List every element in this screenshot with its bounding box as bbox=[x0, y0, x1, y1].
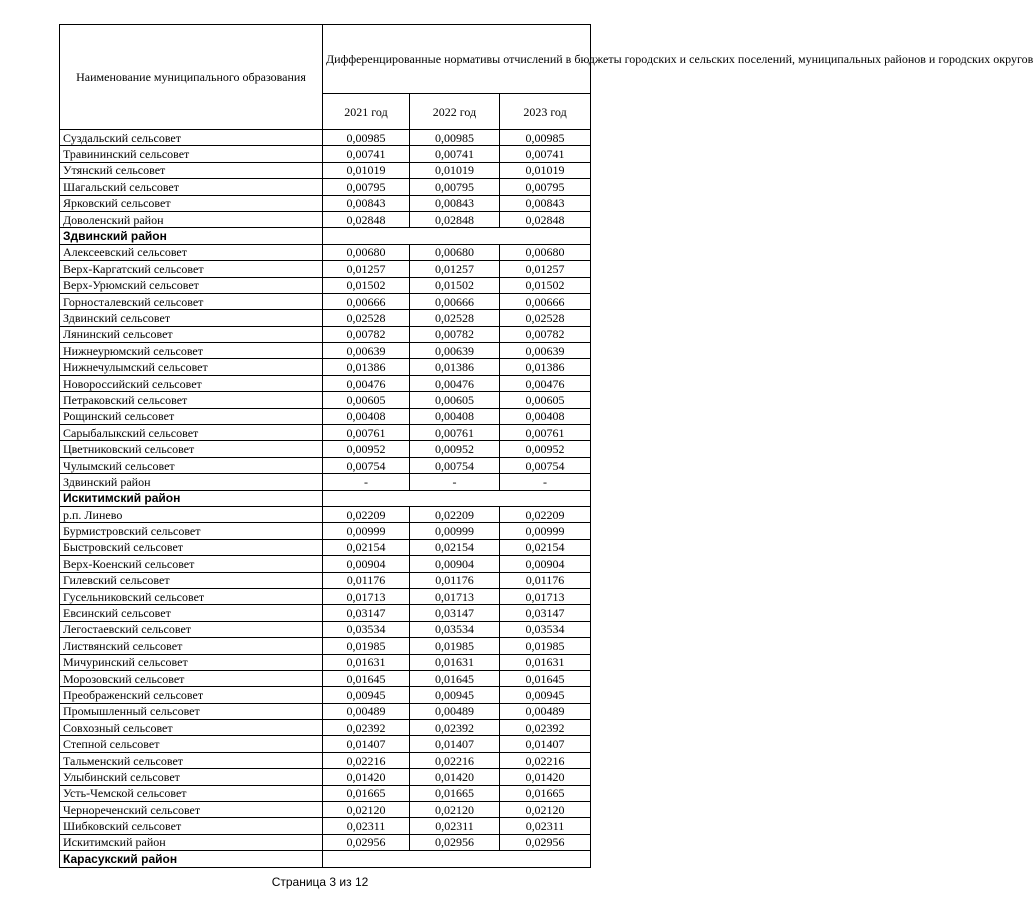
value-2021: 0,00639 bbox=[323, 343, 410, 359]
table-row bbox=[60, 523, 591, 539]
value-2023: 0,00761 bbox=[500, 425, 591, 441]
region-header-row bbox=[60, 490, 591, 506]
value-2022: 0,00843 bbox=[410, 195, 500, 211]
value-2021: 0,00476 bbox=[323, 375, 410, 391]
value-2023: 0,00754 bbox=[500, 457, 591, 473]
municipality-name: Цветниковский сельсовет bbox=[60, 441, 323, 457]
value-2023: 0,01985 bbox=[500, 638, 591, 654]
table-row bbox=[60, 670, 591, 686]
value-2022: 0,00639 bbox=[410, 343, 500, 359]
municipality-name: Лянинский сельсовет bbox=[60, 326, 323, 342]
value-2022: 0,02216 bbox=[410, 752, 500, 768]
region-header-row bbox=[60, 851, 591, 867]
value-2021: 0,00843 bbox=[323, 195, 410, 211]
value-2022: 0,00754 bbox=[410, 457, 500, 473]
value-2021: 0,03534 bbox=[323, 621, 410, 637]
value-2022: 0,00680 bbox=[410, 244, 500, 260]
municipality-name: Морозовский сельсовет bbox=[60, 670, 323, 686]
value-2023: 0,00489 bbox=[500, 703, 591, 719]
value-2021: 0,01713 bbox=[323, 588, 410, 604]
value-2022: 0,02154 bbox=[410, 539, 500, 555]
name-column-header: Наименование муниципального образования bbox=[60, 25, 323, 130]
value-2021: 0,01257 bbox=[323, 261, 410, 277]
value-2021: 0,00999 bbox=[323, 523, 410, 539]
value-2022: 0,02120 bbox=[410, 802, 500, 818]
value-2022: 0,00952 bbox=[410, 441, 500, 457]
table-row bbox=[60, 539, 591, 555]
municipality-name: Горносталевский сельсовет bbox=[60, 293, 323, 309]
value-2022: 0,02956 bbox=[410, 834, 500, 850]
value-2023: 0,02216 bbox=[500, 752, 591, 768]
table-row bbox=[60, 720, 591, 736]
municipality-name: Здвинский сельсовет bbox=[60, 310, 323, 326]
value-2022: 0,02848 bbox=[410, 211, 500, 227]
region-name: Здвинский район bbox=[60, 228, 323, 244]
value-2023: 0,00782 bbox=[500, 326, 591, 342]
value-2021: 0,01407 bbox=[323, 736, 410, 752]
value-2023: 0,00999 bbox=[500, 523, 591, 539]
value-2022: 0,00761 bbox=[410, 425, 500, 441]
value-2021: 0,02311 bbox=[323, 818, 410, 834]
value-2023: 0,00666 bbox=[500, 293, 591, 309]
value-2022: 0,00476 bbox=[410, 375, 500, 391]
table-row bbox=[60, 195, 591, 211]
municipality-name: Алексеевский сельсовет bbox=[60, 244, 323, 260]
value-2023: 0,00639 bbox=[500, 343, 591, 359]
value-2021: 0,00952 bbox=[323, 441, 410, 457]
municipality-name: Чернореченский сельсовет bbox=[60, 802, 323, 818]
value-2023: 0,02209 bbox=[500, 506, 591, 522]
municipality-name: Промышленный сельсовет bbox=[60, 703, 323, 719]
value-2021: 0,01645 bbox=[323, 670, 410, 686]
table-row bbox=[60, 457, 591, 473]
value-2022: 0,01386 bbox=[410, 359, 500, 375]
value-2022: 0,00489 bbox=[410, 703, 500, 719]
value-2023: 0,00904 bbox=[500, 556, 591, 572]
value-2023: 0,00476 bbox=[500, 375, 591, 391]
table-row bbox=[60, 506, 591, 522]
value-2022: 0,00408 bbox=[410, 408, 500, 424]
table-row bbox=[60, 359, 591, 375]
table-row bbox=[60, 687, 591, 703]
municipality-name: Улыбинский сельсовет bbox=[60, 769, 323, 785]
value-2023: 0,01713 bbox=[500, 588, 591, 604]
region-name: Искитимский район bbox=[60, 490, 323, 506]
value-2023: 0,02154 bbox=[500, 539, 591, 555]
table-row bbox=[60, 736, 591, 752]
municipality-name: Травининский сельсовет bbox=[60, 146, 323, 162]
value-2023: 0,01665 bbox=[500, 785, 591, 801]
value-2021: 0,00741 bbox=[323, 146, 410, 162]
municipality-name: Искитимский район bbox=[60, 834, 323, 850]
value-2023: 0,02528 bbox=[500, 310, 591, 326]
value-2023: 0,00843 bbox=[500, 195, 591, 211]
value-2023: 0,01407 bbox=[500, 736, 591, 752]
region-empty-cell bbox=[323, 490, 591, 506]
value-2021: 0,00754 bbox=[323, 457, 410, 473]
value-2023: 0,02120 bbox=[500, 802, 591, 818]
municipality-name: Степной сельсовет bbox=[60, 736, 323, 752]
municipality-name: Преображенский сельсовет bbox=[60, 687, 323, 703]
municipality-name: Здвинский район bbox=[60, 474, 323, 490]
value-2022: 0,01665 bbox=[410, 785, 500, 801]
table-row bbox=[60, 293, 591, 309]
municipality-name: Ярковский сельсовет bbox=[60, 195, 323, 211]
value-2021: 0,00666 bbox=[323, 293, 410, 309]
municipality-name: Легостаевский сельсовет bbox=[60, 621, 323, 637]
value-2023: 0,01631 bbox=[500, 654, 591, 670]
table-row bbox=[60, 277, 591, 293]
normatives-table bbox=[59, 24, 1033, 868]
municipality-name: Петраковский сельсовет bbox=[60, 392, 323, 408]
table-row bbox=[60, 802, 591, 818]
year-header-2023: 2023 год bbox=[500, 94, 591, 130]
value-2021: 0,02956 bbox=[323, 834, 410, 850]
value-2022: 0,00741 bbox=[410, 146, 500, 162]
value-2021: 0,02120 bbox=[323, 802, 410, 818]
value-2021: 0,02209 bbox=[323, 506, 410, 522]
value-2021: 0,00489 bbox=[323, 703, 410, 719]
value-2023: - bbox=[500, 474, 591, 490]
value-2022: 0,00605 bbox=[410, 392, 500, 408]
region-empty-cell bbox=[323, 228, 591, 244]
value-2022: 0,00999 bbox=[410, 523, 500, 539]
region-empty-cell bbox=[323, 851, 591, 867]
municipality-name: Гусельниковский сельсовет bbox=[60, 588, 323, 604]
municipality-name: Бурмистровский сельсовет bbox=[60, 523, 323, 539]
table-row bbox=[60, 654, 591, 670]
value-2021: 0,01420 bbox=[323, 769, 410, 785]
value-2023: 0,01257 bbox=[500, 261, 591, 277]
page-footer: Страница 3 из 12 bbox=[271, 875, 369, 889]
value-2023: 0,03147 bbox=[500, 605, 591, 621]
value-2021: 0,01019 bbox=[323, 162, 410, 178]
municipality-name: Верх-Урюмский сельсовет bbox=[60, 277, 323, 293]
value-2022: 0,02392 bbox=[410, 720, 500, 736]
value-2022: 0,00795 bbox=[410, 179, 500, 195]
value-2023: 0,00795 bbox=[500, 179, 591, 195]
table-row bbox=[60, 179, 591, 195]
table-row bbox=[60, 572, 591, 588]
table-row bbox=[60, 261, 591, 277]
value-2022: 0,00985 bbox=[410, 130, 500, 146]
value-2021: 0,00680 bbox=[323, 244, 410, 260]
value-2021: 0,03147 bbox=[323, 605, 410, 621]
municipality-name: Верх-Каргатский сельсовет bbox=[60, 261, 323, 277]
value-2022: 0,02311 bbox=[410, 818, 500, 834]
value-2021: 0,01386 bbox=[323, 359, 410, 375]
municipality-name: Нижнечулымский сельсовет bbox=[60, 359, 323, 375]
value-2021: 0,00782 bbox=[323, 326, 410, 342]
value-2022: 0,01420 bbox=[410, 769, 500, 785]
value-2021: 0,01665 bbox=[323, 785, 410, 801]
value-2022: 0,02209 bbox=[410, 506, 500, 522]
table-row bbox=[60, 326, 591, 342]
table-row bbox=[60, 703, 591, 719]
table-row bbox=[60, 310, 591, 326]
value-2023: 0,01502 bbox=[500, 277, 591, 293]
value-2021: 0,02216 bbox=[323, 752, 410, 768]
value-2023: 0,01176 bbox=[500, 572, 591, 588]
table-row bbox=[60, 818, 591, 834]
value-2023: 0,01386 bbox=[500, 359, 591, 375]
value-2021: 0,02392 bbox=[323, 720, 410, 736]
value-2023: 0,00680 bbox=[500, 244, 591, 260]
table-row bbox=[60, 343, 591, 359]
municipality-name: Быстровский сельсовет bbox=[60, 539, 323, 555]
table-row bbox=[60, 244, 591, 260]
value-2021: 0,01631 bbox=[323, 654, 410, 670]
table-row bbox=[60, 556, 591, 572]
municipality-name: Усть-Чемской сельсовет bbox=[60, 785, 323, 801]
normatives-column-header: Дифференцированные нормативы отчислений в бюджеты городских и сельских поселений, муниципальных районов и городских округов bbox=[323, 25, 591, 94]
municipality-name: Рощинский сельсовет bbox=[60, 408, 323, 424]
value-2021: 0,01502 bbox=[323, 277, 410, 293]
value-2023: 0,00945 bbox=[500, 687, 591, 703]
value-2021: 0,00904 bbox=[323, 556, 410, 572]
municipality-name: Мичуринский сельсовет bbox=[60, 654, 323, 670]
municipality-name: Новороссийский сельсовет bbox=[60, 375, 323, 391]
municipality-name: Шагальский сельсовет bbox=[60, 179, 323, 195]
region-name: Карасукский район bbox=[60, 851, 323, 867]
value-2021: 0,01985 bbox=[323, 638, 410, 654]
table-row bbox=[60, 834, 591, 850]
value-2022: 0,01019 bbox=[410, 162, 500, 178]
value-2022: 0,01713 bbox=[410, 588, 500, 604]
municipality-name: Листвянский сельсовет bbox=[60, 638, 323, 654]
value-2023: 0,01420 bbox=[500, 769, 591, 785]
value-2022: 0,01257 bbox=[410, 261, 500, 277]
table-row bbox=[60, 621, 591, 637]
value-2022: 0,03147 bbox=[410, 605, 500, 621]
value-2022: - bbox=[410, 474, 500, 490]
municipality-name: Гилевский сельсовет bbox=[60, 572, 323, 588]
value-2023: 0,00741 bbox=[500, 146, 591, 162]
year-header-2022: 2022 год bbox=[410, 94, 500, 130]
value-2022: 0,00945 bbox=[410, 687, 500, 703]
municipality-name: Совхозный сельсовет bbox=[60, 720, 323, 736]
municipality-name: Нижнеурюмский сельсовет bbox=[60, 343, 323, 359]
value-2021: 0,02154 bbox=[323, 539, 410, 555]
municipality-name: Тальменский сельсовет bbox=[60, 752, 323, 768]
table-row bbox=[60, 441, 591, 457]
value-2021: 0,02848 bbox=[323, 211, 410, 227]
value-2023: 0,02311 bbox=[500, 818, 591, 834]
value-2022: 0,00666 bbox=[410, 293, 500, 309]
value-2021: 0,00761 bbox=[323, 425, 410, 441]
value-2023: 0,01019 bbox=[500, 162, 591, 178]
municipality-name: Доволенский район bbox=[60, 211, 323, 227]
value-2023: 0,00952 bbox=[500, 441, 591, 457]
value-2023: 0,02392 bbox=[500, 720, 591, 736]
year-header-2021: 2021 год bbox=[323, 94, 410, 130]
municipality-name: Верх-Коенский сельсовет bbox=[60, 556, 323, 572]
municipality-name: Евсинский сельсовет bbox=[60, 605, 323, 621]
value-2022: 0,02528 bbox=[410, 310, 500, 326]
value-2021: 0,02528 bbox=[323, 310, 410, 326]
value-2023: 0,02848 bbox=[500, 211, 591, 227]
value-2023: 0,00605 bbox=[500, 392, 591, 408]
value-2022: 0,01631 bbox=[410, 654, 500, 670]
table-row bbox=[60, 588, 591, 604]
value-2022: 0,01985 bbox=[410, 638, 500, 654]
region-header-row bbox=[60, 228, 591, 244]
table-row bbox=[60, 638, 591, 654]
table-row bbox=[60, 408, 591, 424]
table-row bbox=[60, 474, 591, 490]
municipality-name: Шибковский сельсовет bbox=[60, 818, 323, 834]
value-2022: 0,00904 bbox=[410, 556, 500, 572]
value-2022: 0,00782 bbox=[410, 326, 500, 342]
value-2021: 0,00945 bbox=[323, 687, 410, 703]
table-row bbox=[60, 130, 591, 146]
table-row bbox=[60, 146, 591, 162]
value-2021: 0,00408 bbox=[323, 408, 410, 424]
value-2021: - bbox=[323, 474, 410, 490]
value-2021: 0,00985 bbox=[323, 130, 410, 146]
table-row bbox=[60, 162, 591, 178]
value-2022: 0,01176 bbox=[410, 572, 500, 588]
value-2023: 0,01645 bbox=[500, 670, 591, 686]
table-row bbox=[60, 752, 591, 768]
table-row bbox=[60, 211, 591, 227]
table-row bbox=[60, 392, 591, 408]
value-2022: 0,01502 bbox=[410, 277, 500, 293]
value-2021: 0,00795 bbox=[323, 179, 410, 195]
value-2023: 0,00985 bbox=[500, 130, 591, 146]
municipality-name: Суздальский сельсовет bbox=[60, 130, 323, 146]
table-row bbox=[60, 769, 591, 785]
value-2023: 0,00408 bbox=[500, 408, 591, 424]
value-2022: 0,01645 bbox=[410, 670, 500, 686]
municipality-name: Сарыбалыкский сельсовет bbox=[60, 425, 323, 441]
value-2022: 0,03534 bbox=[410, 621, 500, 637]
value-2023: 0,03534 bbox=[500, 621, 591, 637]
municipality-name: Утянский сельсовет bbox=[60, 162, 323, 178]
value-2021: 0,01176 bbox=[323, 572, 410, 588]
municipality-name: Чулымский сельсовет bbox=[60, 457, 323, 473]
value-2021: 0,00605 bbox=[323, 392, 410, 408]
table-row bbox=[60, 605, 591, 621]
value-2023: 0,02956 bbox=[500, 834, 591, 850]
table-row bbox=[60, 425, 591, 441]
table-row bbox=[60, 785, 591, 801]
value-2022: 0,01407 bbox=[410, 736, 500, 752]
table-row bbox=[60, 375, 591, 391]
municipality-name: р.п. Линево bbox=[60, 506, 323, 522]
